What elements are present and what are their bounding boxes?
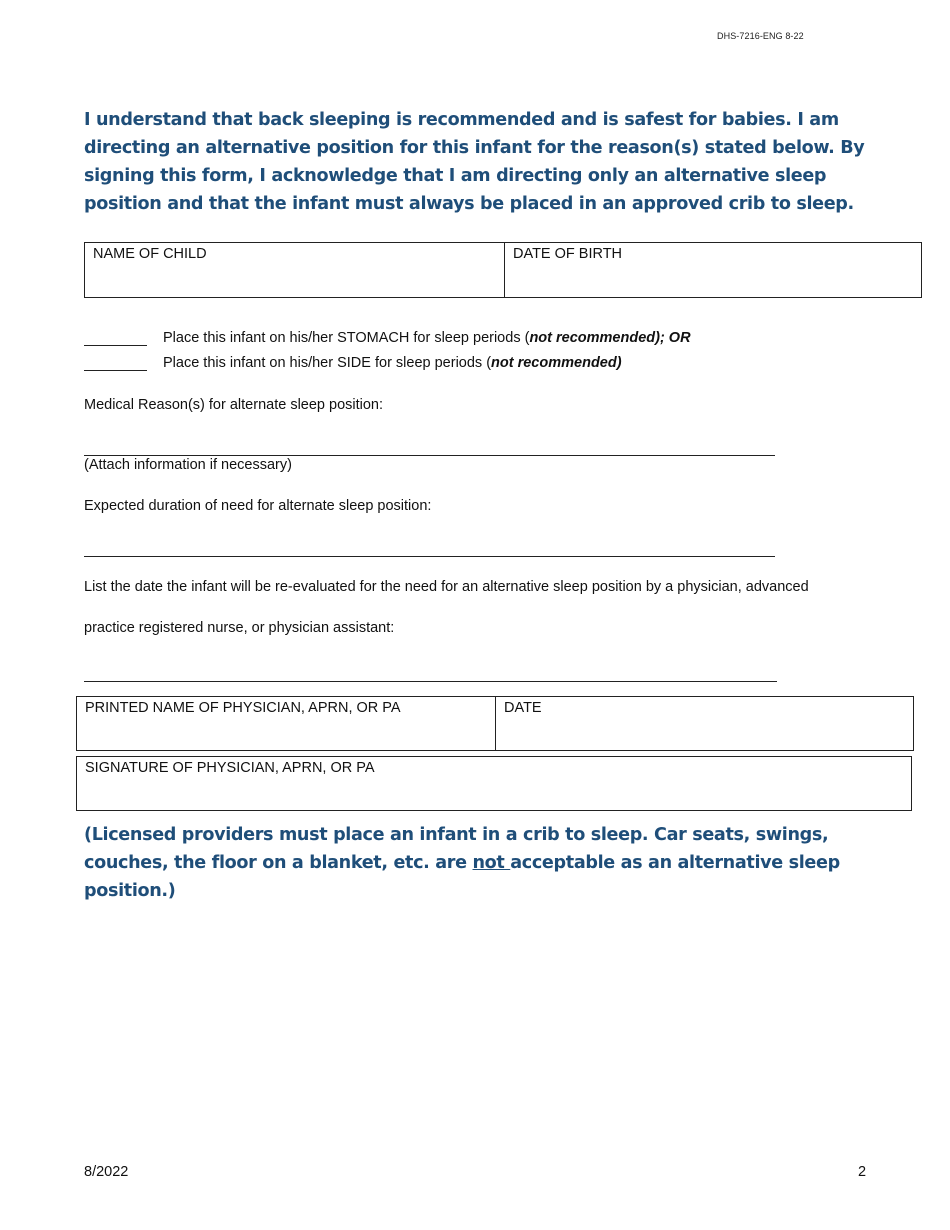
reevaluation-input[interactable] [84,657,777,679]
side-option-label: Place this infant on his/her SIDE for sleep periods ( [163,355,492,371]
physician-date-field[interactable] [495,697,913,750]
reevaluation-label-line1: List the date the infant will be re-evaluated for the need for an alternative sleep position by a physician, advanced [84,579,809,595]
stomach-option-blank[interactable] [84,335,147,346]
medical-reason-line [84,455,775,456]
child-name-field[interactable] [85,243,504,297]
duration-line [84,556,775,557]
physician-printed-name-field[interactable] [77,697,495,750]
physician-name-date-table [76,696,914,751]
form-code: DHS-7216-ENG 8-22 [717,31,804,41]
physician-signature-field[interactable] [77,757,911,810]
stomach-option-warning: not recommended); OR [529,330,691,346]
footer-date: 8/2022 [84,1164,129,1180]
side-option-row [84,355,622,371]
intro-statement: I understand that back sleeping is recommended and is safest for babies. I am directing an alternative position for this infant for the reason(s) stated below. By signing this form, I acknowledge that I am directing only an alternative sleep position and that the infant must always be placed in an approved crib to sleep. [84,110,865,214]
crib-requirement-note [84,821,884,905]
physician-signature-table [76,756,912,811]
stomach-option-label: Place this infant on his/her STOMACH for sleep periods ( [163,330,530,346]
crib-note-text-start: (Licensed providers must place an infant in a crib to sleep. Car seats, swings, couches, the floor on a blanket, etc. are [84,825,829,873]
reevaluation-line [84,681,777,682]
date-of-birth-field[interactable] [504,243,921,297]
crib-note-text-end: acceptable as an alternative sleep position.) [84,853,840,901]
crib-note-underlined-not: not [472,853,511,873]
physician-date-label: DATE [504,700,542,716]
medical-reason-input[interactable] [84,432,775,454]
attach-info-note: (Attach information if necessary) [84,457,292,473]
physician-printed-name-label: PRINTED NAME OF PHYSICIAN, APRN, OR PA [85,700,401,716]
physician-signature-label: SIGNATURE OF PHYSICIAN, APRN, OR PA [85,760,375,776]
duration-label: Expected duration of need for alternate sleep position: [84,498,432,514]
date-of-birth-label: DATE OF BIRTH [513,246,623,262]
medical-reason-label: Medical Reason(s) for alternate sleep position: [84,397,384,413]
stomach-option-row [84,330,691,346]
side-option-warning: not recommended) [491,355,622,371]
page-number: 2 [858,1164,867,1180]
duration-input[interactable] [84,533,775,555]
child-info-table [84,242,922,298]
child-name-label: NAME OF CHILD [93,246,207,262]
reevaluation-label-line2: practice registered nurse, or physician assistant: [84,620,395,636]
side-option-blank[interactable] [84,360,147,371]
